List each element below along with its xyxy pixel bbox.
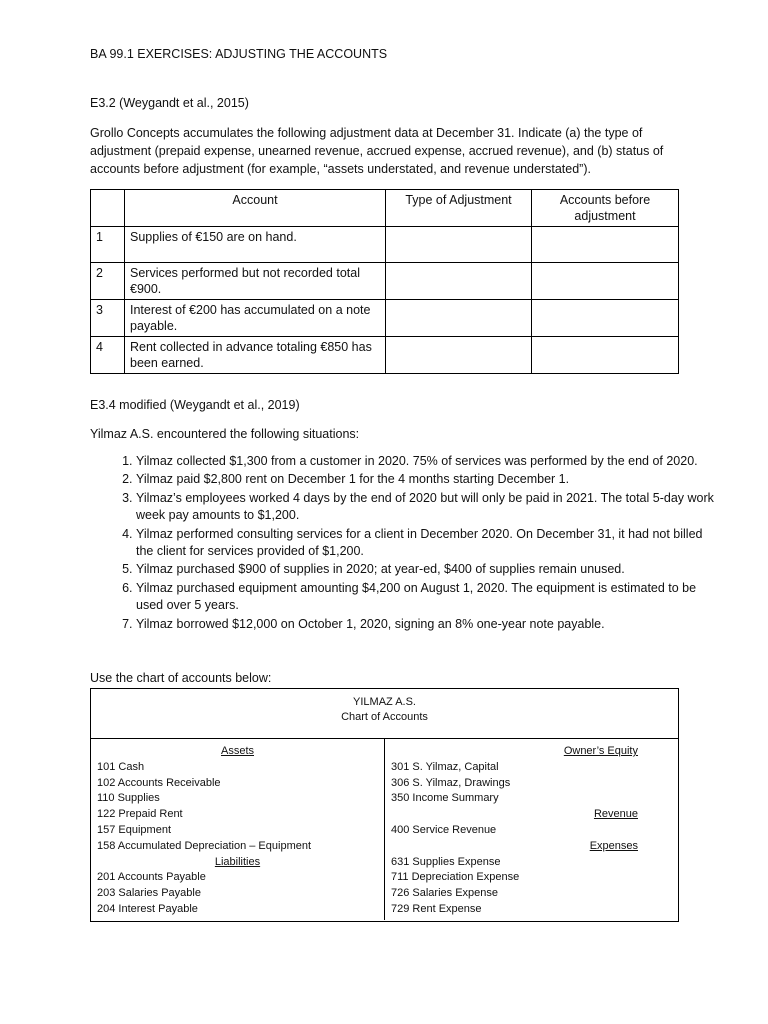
account-item: 726 Salaries Expense <box>391 887 499 900</box>
adjustment-table <box>90 189 679 374</box>
list-item: 7. Yilmaz borrowed $12,000 on October 1, 2020, signing an 8% one-year note payable. <box>136 616 716 633</box>
before-cell[interactable] <box>532 300 679 337</box>
before-cell[interactable] <box>532 337 679 374</box>
table-row <box>91 337 679 374</box>
account-item: 350 Income Summary <box>391 792 499 805</box>
account-item: 101 Cash <box>97 760 145 773</box>
e32-label: E3.2 (Weygandt et al., 2015) <box>90 96 249 110</box>
table-row <box>91 300 679 337</box>
list-item: 5. Yilmaz purchased $900 of supplies in 2020; at year-ed, $400 of supplies remain unused. <box>136 561 716 578</box>
liabilities-heading: Liabilities <box>214 855 261 868</box>
list-item: 1. Yilmaz collected $1,300 from a customer in 2020. 75% of services was performed by the end of 2020. <box>136 453 716 470</box>
header-num <box>91 190 125 227</box>
header-type: Type of Adjustment <box>386 190 532 227</box>
account-item: 110 Supplies <box>97 792 160 805</box>
type-cell[interactable] <box>386 300 532 337</box>
row-account: Interest of €200 has accumulated on a note payable. <box>125 300 386 337</box>
table-row <box>91 227 679 263</box>
expenses-heading: Expenses <box>589 839 638 852</box>
table-header-row <box>91 190 679 227</box>
chart-of-accounts-box <box>90 688 679 922</box>
before-cell[interactable] <box>532 227 679 263</box>
row-account: Supplies of €150 are on hand. <box>125 227 386 263</box>
account-item: 158 Accumulated Depreciation – Equipment <box>97 839 312 852</box>
account-item: 729 Rent Expense <box>391 902 482 915</box>
assets-heading: Assets <box>220 745 254 757</box>
account-item: 203 Salaries Payable <box>97 887 201 900</box>
account-item: 204 Interest Payable <box>97 902 198 915</box>
chart-left-column <box>91 739 385 920</box>
chart-right-column <box>385 739 678 920</box>
type-cell[interactable] <box>386 337 532 374</box>
table-row <box>91 263 679 300</box>
e34-label: E3.4 modified (Weygandt et al., 2019) <box>90 398 300 412</box>
header-account: Account <box>125 190 386 227</box>
type-cell[interactable] <box>386 227 532 263</box>
header-before: Accounts before adjustment <box>532 190 679 227</box>
account-item: 711 Depreciation Expense <box>391 871 520 884</box>
document-heading: BA 99.1 EXERCISES: ADJUSTING THE ACCOUNTS <box>90 47 388 61</box>
row-num: 1 <box>91 227 125 263</box>
row-num: 3 <box>91 300 125 337</box>
company-name: YILMAZ A.S. <box>353 696 416 708</box>
equity-heading: Owner’s Equity <box>563 745 638 757</box>
list-item: 3. Yilmaz’s employees worked 4 days by the end of 2020 but will only be paid in 2021. The total 5-day work week pay amounts to $1,200. <box>136 490 716 525</box>
list-item: 6. Yilmaz purchased equipment amounting $4,200 on August 1, 2020. The equipment is estimated to be used over 5 years. <box>136 580 716 615</box>
row-num: 4 <box>91 337 125 374</box>
row-account: Services performed but not recorded total €900. <box>125 263 386 300</box>
chart-intro: Use the chart of accounts below: <box>90 671 272 685</box>
account-item: 122 Prepaid Rent <box>97 808 183 821</box>
type-cell[interactable] <box>386 263 532 300</box>
chart-title: Chart of Accounts <box>341 711 428 723</box>
account-item: 157 Equipment <box>97 823 171 836</box>
e34-intro: Yilmaz A.S. encountered the following situations: <box>90 427 360 441</box>
account-item: 102 Accounts Receivable <box>97 776 221 789</box>
account-item: 400 Service Revenue <box>391 823 497 836</box>
row-account: Rent collected in advance totaling €850 has been earned. <box>125 337 386 374</box>
e32-intro-line-1: Grollo Concepts accumulates the following adjustment data at December 31. Indicate (a) the type of <box>90 126 643 140</box>
row-num: 2 <box>91 263 125 300</box>
e32-intro-line-2: adjustment (prepaid expense, unearned revenue, accrued expense, accrued revenue), and (b) status of <box>90 144 664 158</box>
revenue-heading: Revenue <box>593 808 638 821</box>
situations-list <box>112 453 716 634</box>
e32-intro-line-3: accounts before adjustment (for example, “assets understated, and revenue understated”). <box>90 162 591 176</box>
account-item: 306 S. Yilmaz, Drawings <box>391 776 511 789</box>
list-item: 4. Yilmaz performed consulting services for a client in December 2020. On December 31, it had not billed the client for services provided of $1,200. <box>136 526 716 561</box>
before-cell[interactable] <box>532 263 679 300</box>
chart-header <box>91 689 678 739</box>
account-item: 301 S. Yilmaz, Capital <box>391 760 499 773</box>
account-item: 631 Supplies Expense <box>391 855 501 868</box>
account-item: 201 Accounts Payable <box>97 871 206 884</box>
list-item: 2. Yilmaz paid $2,800 rent on December 1 for the 4 months starting December 1. <box>136 471 716 488</box>
